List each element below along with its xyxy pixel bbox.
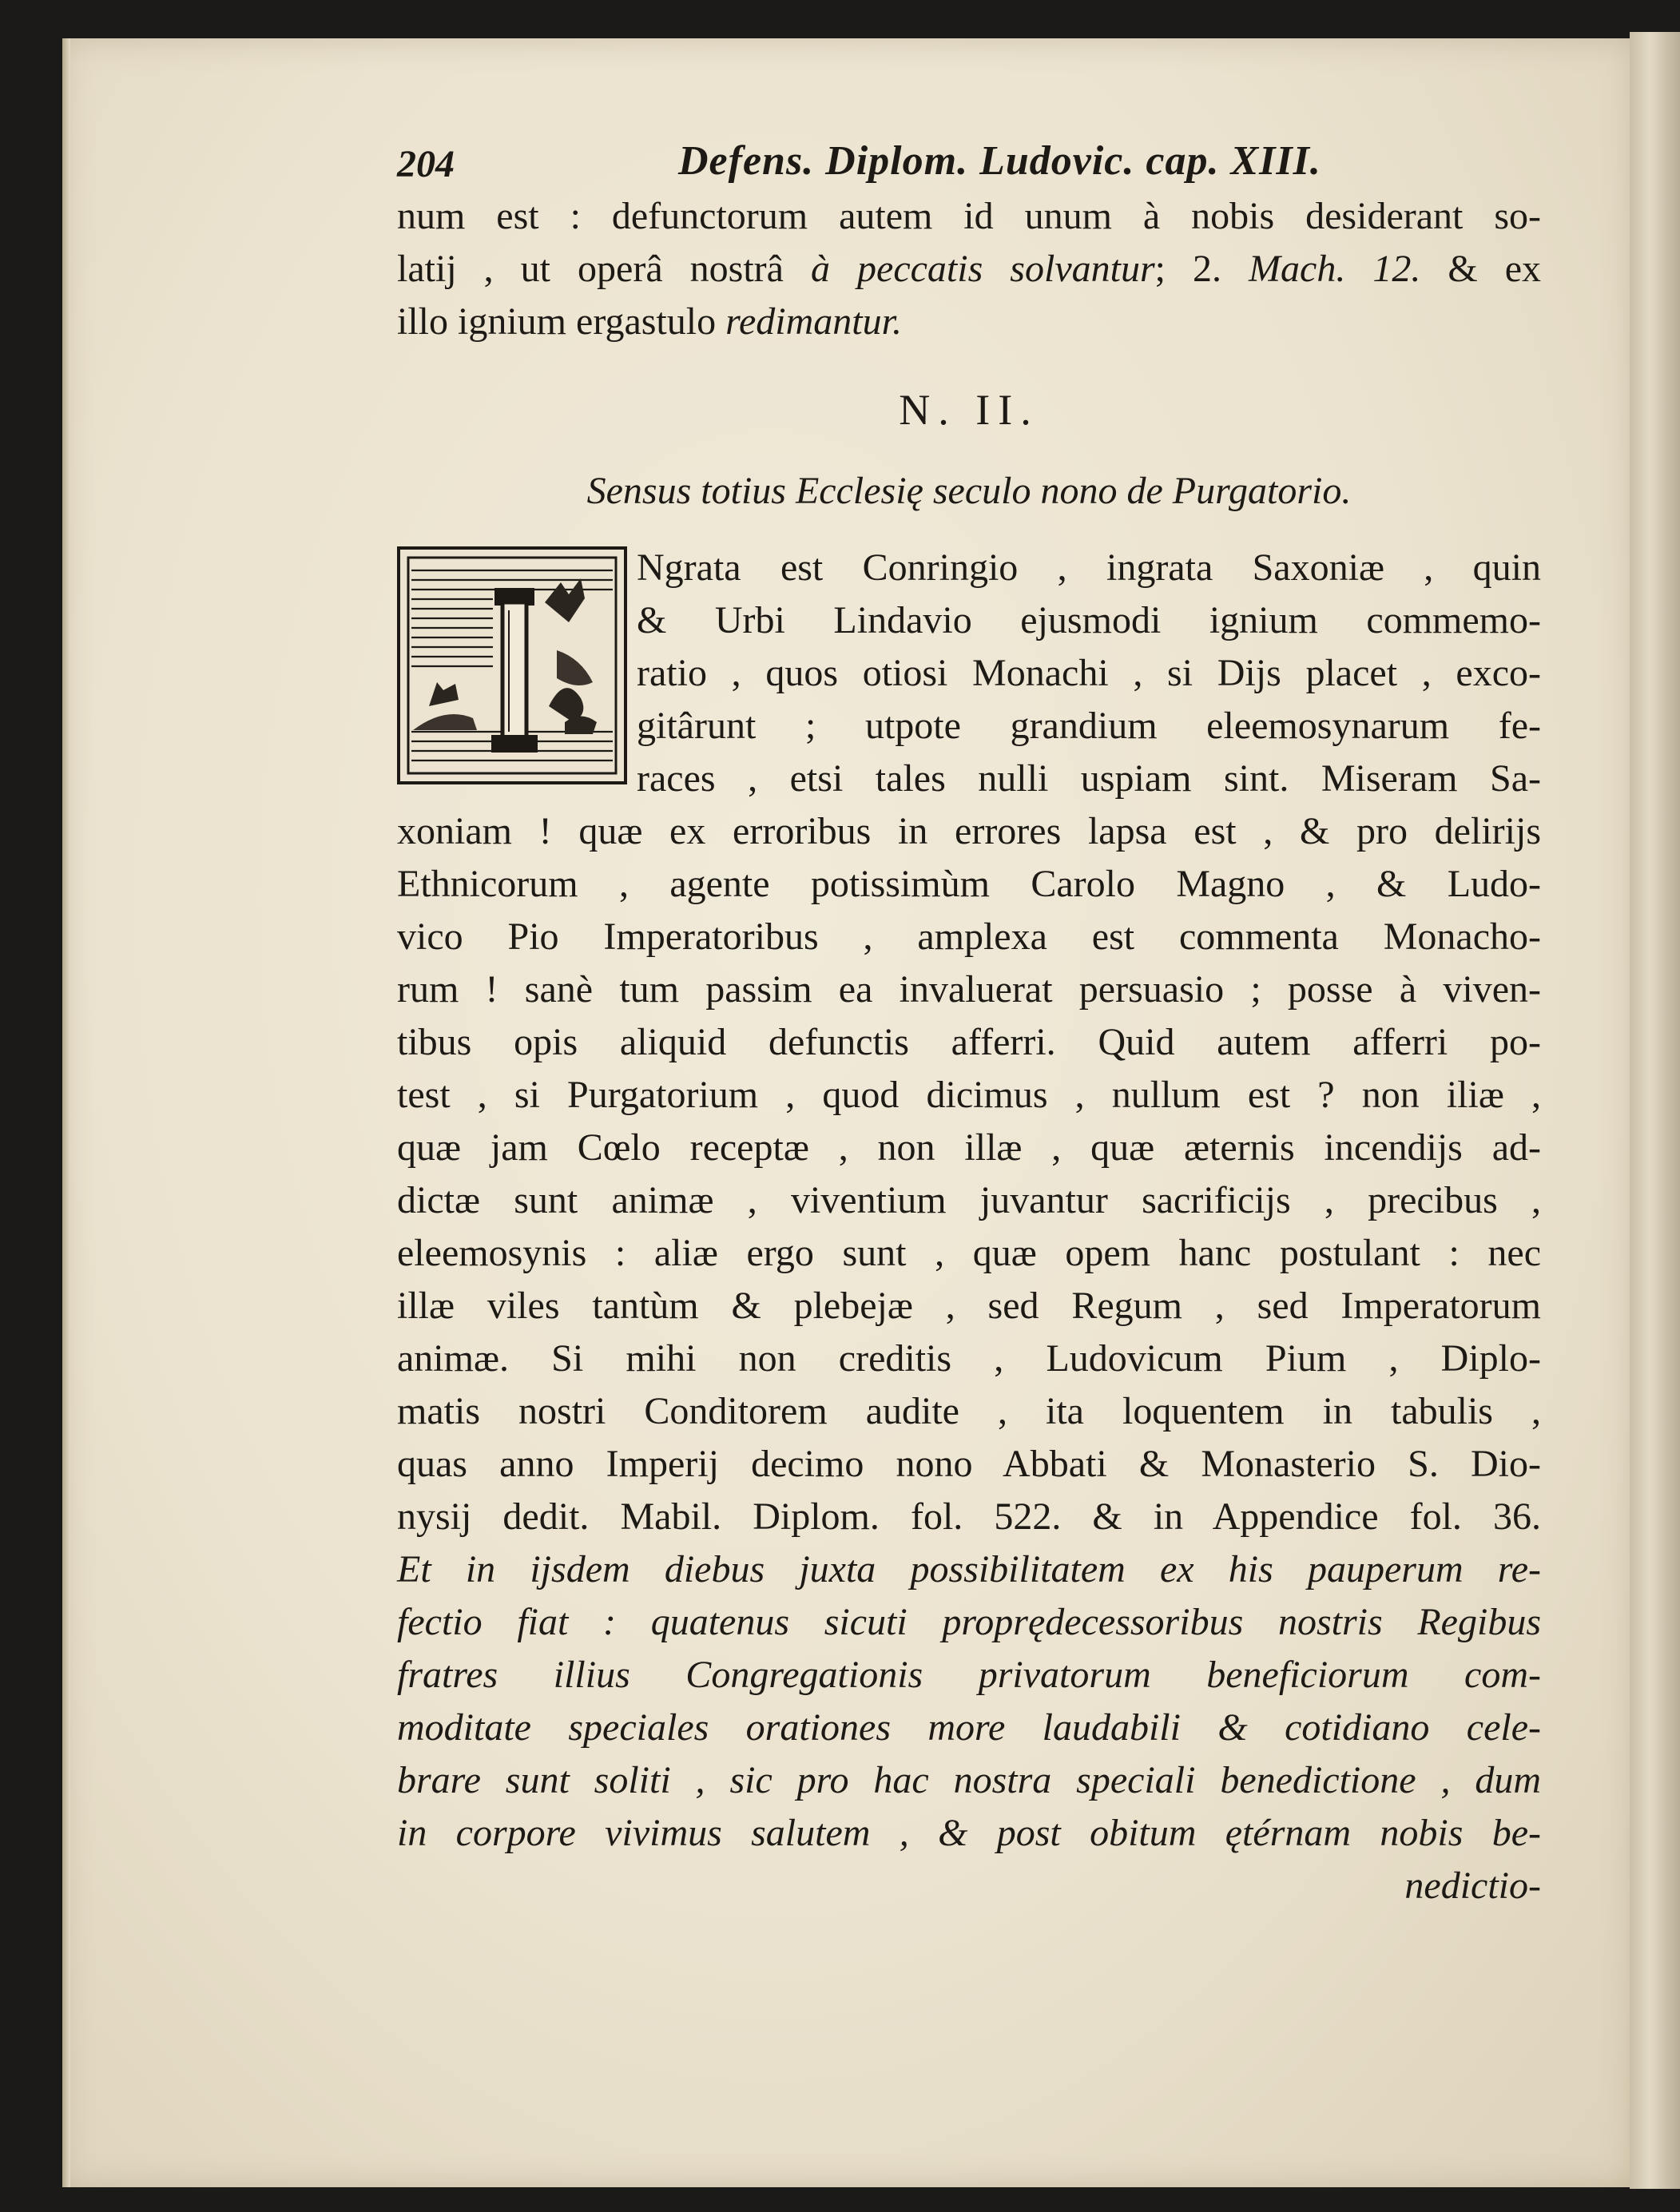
body-paragraph [397,805,1541,1543]
text-line: rum ! sanè tum passim ea invaluerat persuasio ; posse à viven- [397,968,1541,1011]
text-line: in corpore vivimus salutem , & post obitum ętérnam nobis be- [397,1812,1541,1854]
text-line: vico Pio Imperatoribus , amplexa est commenta Monacho- [397,915,1541,958]
text-line: matis nostri Conditorem audite , ita loquentem in tabulis , [397,1390,1541,1432]
text-line: quas anno Imperij decimo nono Abbati & Monasterio S. Dio- [397,1443,1541,1485]
text-line: brare sunt soliti , sic pro hac nostra speciali benedictione , dum [397,1759,1541,1801]
quoted-charter-text [397,1543,1541,1912]
text-line: quæ jam Cœlo receptæ , non illæ , quæ æternis incendijs ad- [397,1126,1541,1169]
woodcut-initial-graphic [397,546,627,784]
text-line: gitârunt ; utpote grandium eleemosynarum fe- [637,705,1541,747]
running-head-title: Defens. Diplom. Ludovic. cap. XIII. [678,138,1321,184]
text-line: Ethnicorum , agente potissimùm Carolo Magno , & Ludo- [397,863,1541,905]
text-line: eleemosynis : aliæ ergo sunt , quæ opem hanc postulant : nec [397,1232,1541,1274]
text-line: xoniam ! quæ ex erroribus in errores lapsa est , & pro delirijs [397,810,1541,852]
section-number: N. II. [899,386,1039,434]
text-line: moditate speciales orationes more laudabili & cotidiano cele- [397,1706,1541,1749]
page-number: 204 [397,143,455,185]
section-title: Sensus totius Ecclesię seculo nono de Purgatorio. [586,470,1352,512]
text-line: Ngrata est Conringio , ingrata Saxoniæ , quin [637,546,1541,589]
page-fore-edge [1630,32,1680,2189]
text-line: ratio , quos otiosi Monachi , si Dijs placet , exco- [637,652,1541,694]
running-head [397,137,1541,190]
text-line: num est : defunctorum autem id unum à nobis desiderant so- [397,195,1541,237]
text-line: Et in ijsdem diebus juxta possibilitatem ex his pauperum re- [397,1548,1541,1590]
text-line: fratres illius Congregationis privatorum beneficiorum com- [397,1654,1541,1696]
text-line: illo ignium ergastulo redimantur. [397,300,902,343]
text-line: illæ viles tantùm & plebejæ , sed Regum , sed Imperatorum [397,1285,1541,1327]
text-line: races , etsi tales nulli uspiam sint. Miseram Sa- [637,757,1541,800]
catchword: nedictio- [1404,1865,1541,1907]
text-line: latij , ut operâ nostrâ à peccatis solvantur; 2. Mach. 12. & ex [397,248,1542,290]
text-line: tibus opis aliquid defunctis afferri. Quid autem afferri po- [397,1021,1541,1063]
decorated-paragraph [397,542,1541,805]
page-text-block [397,137,1541,1912]
text-line: animæ. Si mihi non creditis , Ludovicum Pium , Diplo- [397,1337,1541,1380]
woodcut-initial-i [397,546,627,784]
text-line: & Urbi Lindavio ejusmodi ignium commemo- [637,599,1541,641]
text-line: nysij dedit. Mabil. Diplom. fol. 522. & in Appendice fol. 36. [397,1495,1541,1538]
text-line: dictæ sunt animæ , viventium juvantur sacrificijs , precibus , [397,1179,1541,1221]
text-line: test , si Purgatorium , quod dicimus , nullum est ? non iliæ , [397,1074,1541,1116]
text-line: fectio fiat : quatenus sicuti proprędecessoribus nostris Regibus [397,1601,1541,1643]
page-gutter-edge [62,38,70,2187]
